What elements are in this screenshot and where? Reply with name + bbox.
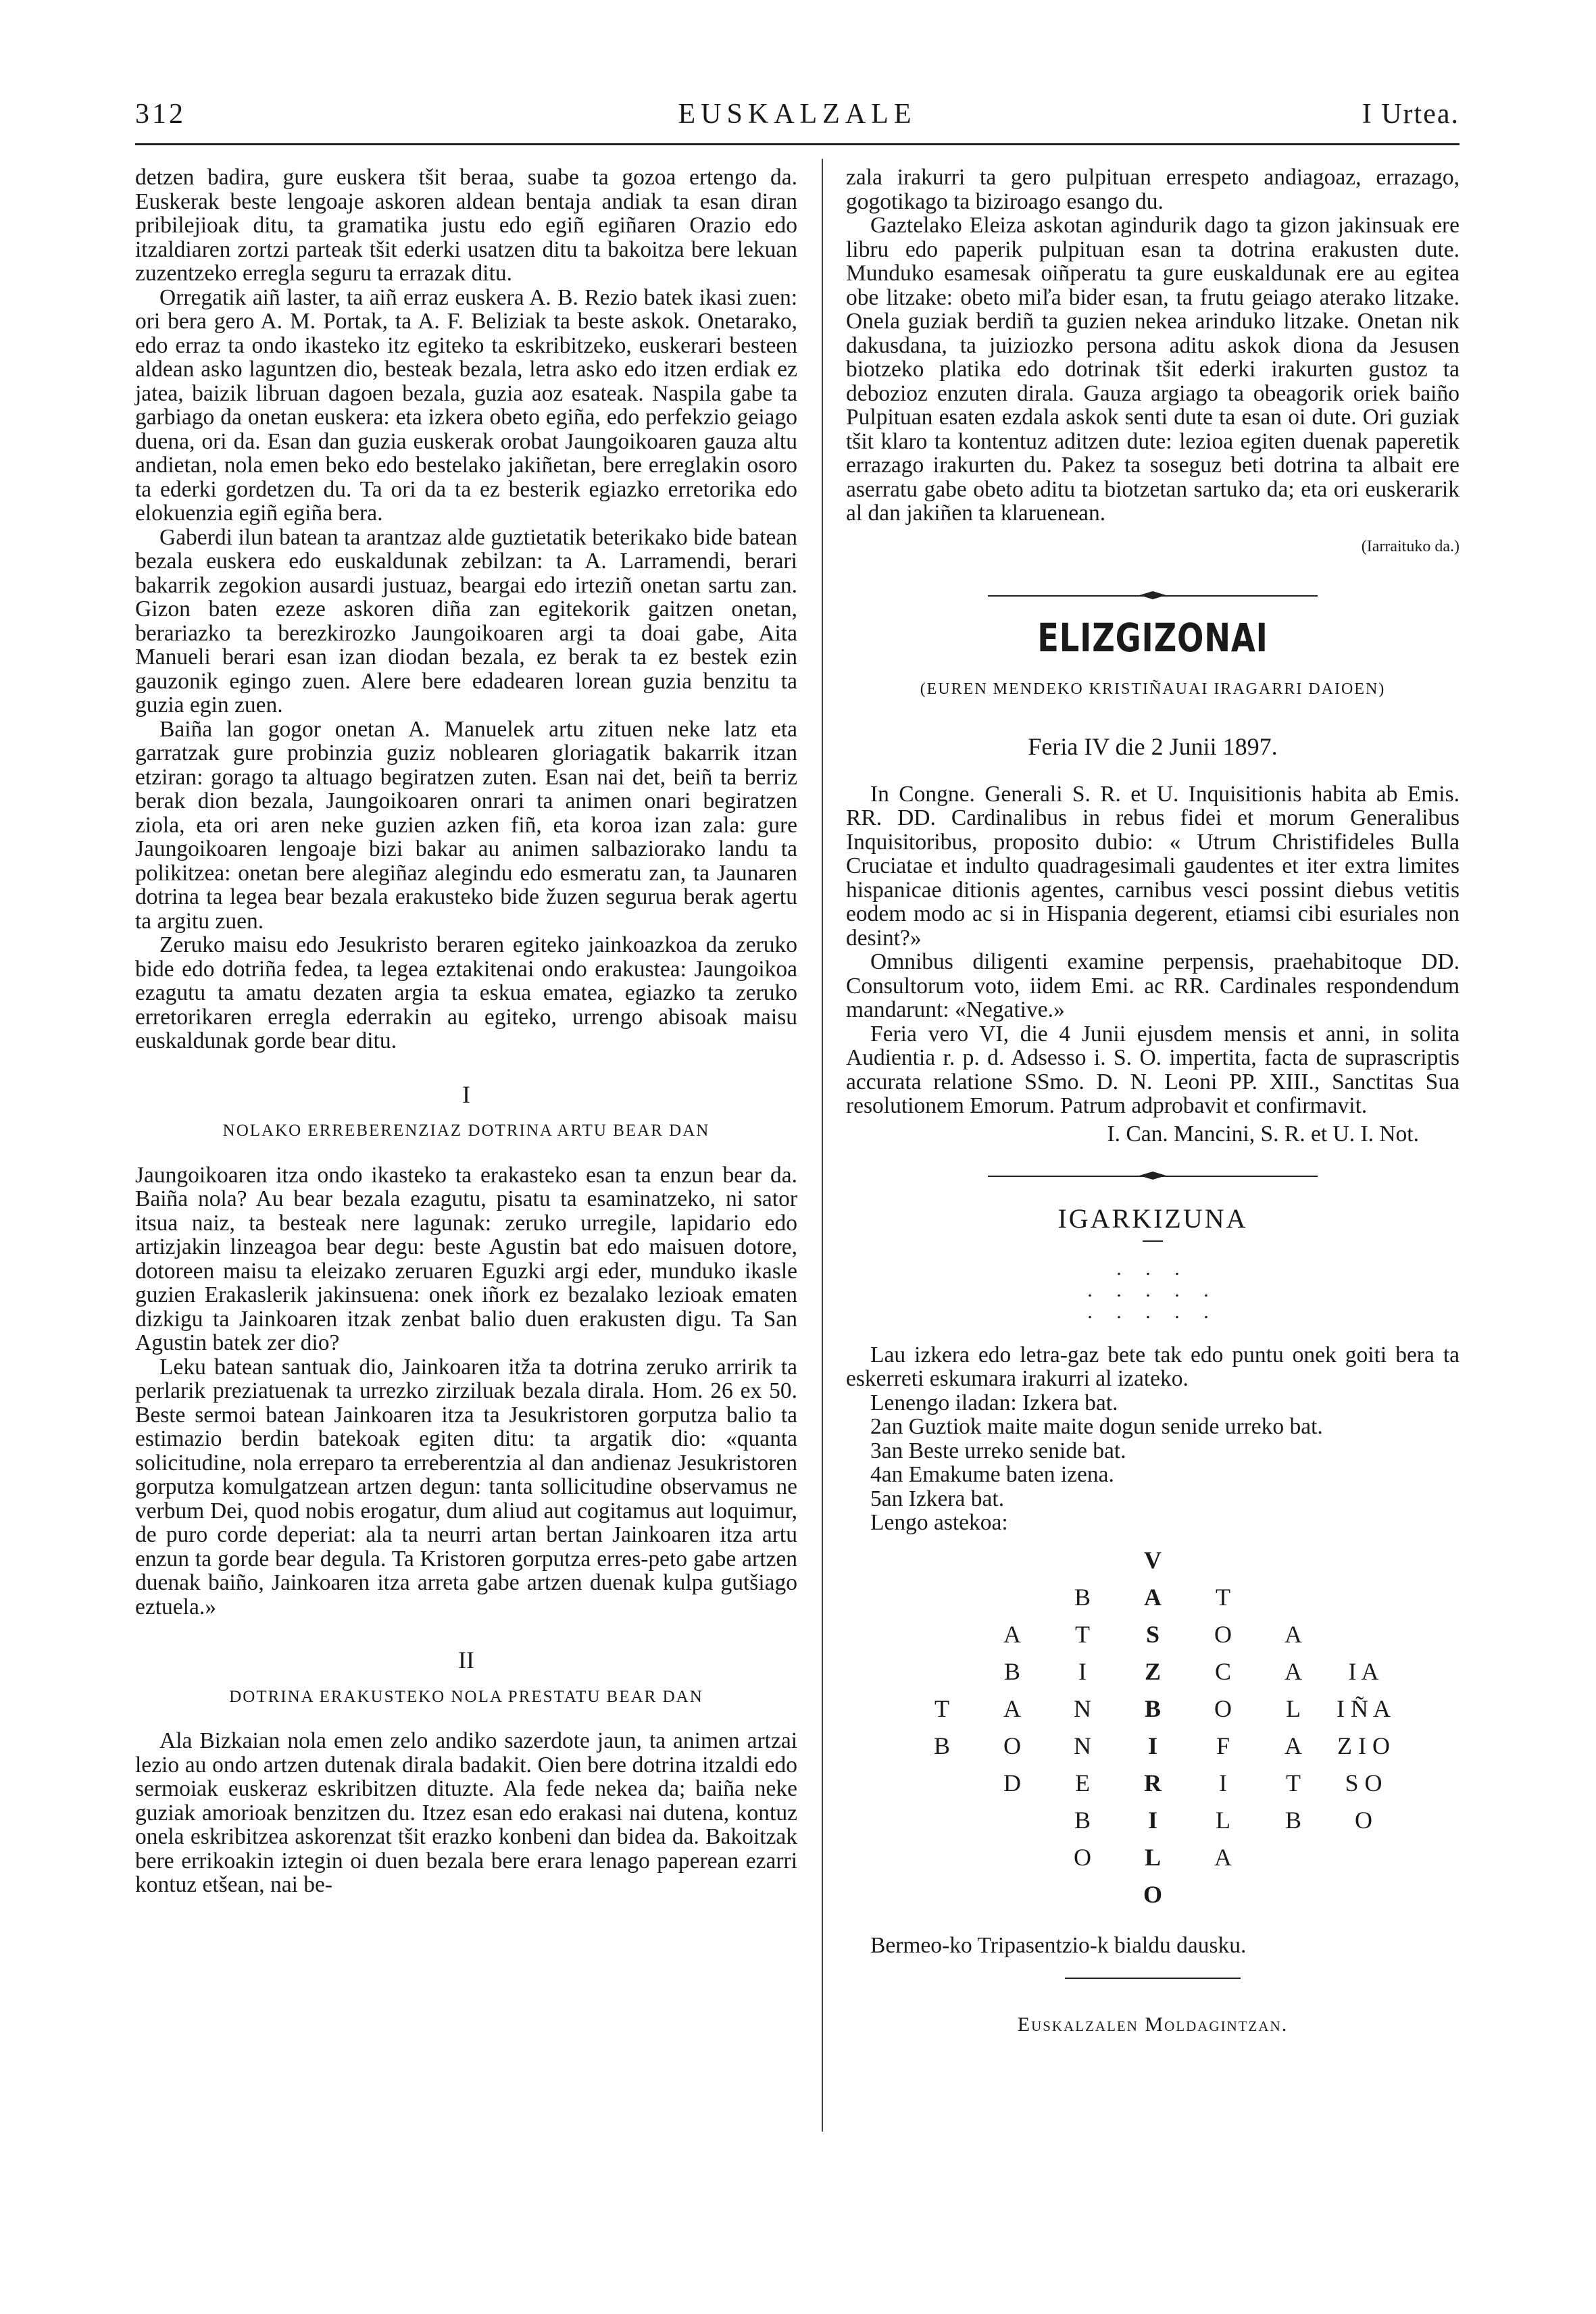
puzzle-row xyxy=(846,1771,1460,1809)
section-title: NOLAKO ERREBERENZIAZ DOTRINA ARTU BEAR DAN xyxy=(222,1122,710,1140)
puzzle-row xyxy=(846,1843,1460,1883)
puzzle-letter: B xyxy=(1074,1583,1091,1611)
puzzle-letter: O xyxy=(1143,1880,1162,1908)
column-divider xyxy=(822,159,823,2132)
letter-puzzle xyxy=(846,1546,1460,1920)
clue-line: 4an Emakume baten izena. xyxy=(870,1462,1114,1487)
puzzle-letter: A xyxy=(1285,1732,1302,1759)
puzzle-letter xyxy=(1258,1846,1328,1883)
puzzle-letter: T xyxy=(1216,1583,1230,1611)
right-column xyxy=(846,166,1460,2037)
paragraph: zala irakurri ta gero pulpituan errespeto andiagoaz, errazago, gogotikago ta biziroago esango du. xyxy=(846,165,1460,214)
puzzle-letter: I xyxy=(1078,1657,1087,1685)
puzzle-letter: I xyxy=(1147,1806,1157,1834)
puzzle-letter: O xyxy=(1214,1620,1232,1648)
section-heading: ELIZGIZONAI xyxy=(1037,615,1268,661)
puzzle-letter: T xyxy=(934,1694,949,1722)
sender-line: Bermeo-ko Tripasentzio-k bialdu dausku. xyxy=(870,1932,1247,1958)
puzzle-letter xyxy=(977,1586,1047,1623)
puzzle-letter xyxy=(977,1549,1047,1586)
dot-row: . . . xyxy=(1116,1257,1189,1280)
paragraph: Orregatik aiñ laster, ta aiñ erraz euskera A. B. Rezio batek ikasi zuen: ori bera gero A. M. Portak, ta A. F. Beliziak ta beste askok. Onetarako, edo erraz ta ondo ikasteko itz egiteko ta eskribitzeko, euskerari besteen aldean asko laguntzen dio, besteak bezala, letra asko edo itzen erdiak ez jatea, baizik libruan dagoen bezala, guzia aoz esateak. Naspila gabe ta garbiago da onetan euskera: eta izkera obeto egiña, edo perfekzio geiago duena, ori da. Esan dan guzia euskerak orobat Jaungoikoaren gauza altu andietan, nola emen beko edo bestelako jakiñetan, bere erreglakin osoro ta ederki gordetzen du. Ta ori da ta ez besterik egiazko erretorika edo elokuenzia egiñ egiña bera. xyxy=(135,284,797,526)
puzzle-letter: L xyxy=(1144,1843,1161,1871)
puzzle-letter: A xyxy=(1144,1583,1162,1611)
puzzle-letter xyxy=(1258,1586,1328,1623)
paragraph: Baiña lan gogor onetan A. Manuelek artu zituen neke latz eta garratzak gure probinzia guziz noblearen gloriagatik bakarrik itzan etziran: gorago ta altuago begiratzen zuten. Esan nai det, beiñ ta berriz berak dion bezala, Jaungoikoaren onrari ta animen onari begiratzen ziola, eta ori aren neke guzien azken fiñ, eta koroa izan zala: gure Jaungoikoaren lengoaje bizi bakar au animen salbaziorako landu ta polikitzea: onetan bere alegiñaz alegindu edo esmeratu zan, ta Jaunaren dotrina ta legea bear bezala erakusteko bide žuzen segurua berak agertu ta argitu zuen. xyxy=(135,716,797,934)
section-heading: IGARKIZUNA xyxy=(1057,1203,1248,1234)
puzzle-letter xyxy=(1328,1846,1399,1883)
puzzle-letter xyxy=(1328,1883,1399,1920)
paragraph: Ala Bizkaian nola emen zelo andiko sazerdote jaun, ta animen artzai lezio au ondo artzen dutenak dirala badakit. Oien bere dotrina itzaldi edo sermoiak euskeraz eskribitzen dituzte. Ala fede nekea da; baiña neke guziak amorioak benzitzen du. Itzez esan edo erakasi nai dutena, kontuz onela eskribitzea askorenzat tšit erazko konbeni dan bidea da. Bakoitzak bere errikoakin iztegin oi duen bezala bere erara lenago paperean ezarri kontuz etšean, nai be- xyxy=(135,1728,797,1897)
puzzle-letter xyxy=(907,1549,977,1586)
puzzle-letter xyxy=(1328,1549,1399,1586)
puzzle-letter xyxy=(907,1771,977,1809)
puzzle-letter: O xyxy=(1214,1694,1232,1722)
paragraph: Jaungoikoaren itza ondo ikasteko ta erakasteko esan ta enzun bear da. Baiña nola? Au bear bezala ezagutu, pisatu ta esaminatzeko, ni sator itsua naiz, ta besteak nere lagunak: zeruko urregile, lapidario edo artizjakin linzeagoa bear degu: beste Agustin bat edo maisuen dotore, dotoreen maisu ta eleizako zeruaren Eguzki argi eder, munduko ikasle guzien Erakaslerik jakinsuena: onek iñork ez bezalako lezioak ematen dizkigu ta Jainkoaren itzak zenbat balio duen erakusten digu. Ta San Agustin batek zer dio? xyxy=(135,1162,797,1355)
dot-puzzle xyxy=(846,1258,1460,1323)
puzzle-letter: B xyxy=(1144,1694,1161,1722)
puzzle-letter xyxy=(907,1586,977,1623)
puzzle-letter xyxy=(907,1846,977,1883)
puzzle-letter xyxy=(1188,1549,1258,1586)
puzzle-letter: A xyxy=(1285,1657,1302,1685)
puzzle-letter: T xyxy=(1286,1769,1301,1796)
puzzle-letter: L xyxy=(1216,1806,1230,1834)
paragraph: Leku batean santuak dio, Jainkoaren itža ta dotrina zeruko arririk ta perlarik preziatuenak ta urrezko zirziluak bezala dirala. Hom. 26 ex 50. Beste sermoi batean Jainkoaren itza ta Jesukristoren gorputza balio ta estimazio berdin batekoak egiten ditu: ta argatik dio: «quanta solicitudine, nola erreparo ta erreberentzia al dan andienaz Jesukristoren gorputza komulgatzean artzen degun: tanta sollicitudine observamus ne verbum Dei, quod nobis erogatur, dum aliud aut cogitamus aut loquimur, de puro corde deperiat: ala ta neurri artan bertan Jainkoaren itza artu enzun ta gorde bear degula. Ta Kristoren gorputza erres-peto gabe artzen duenak baiño, Jainkoaren itza arreta gabe artzen duenak kulpa gutšiago eztuela.» xyxy=(135,1354,797,1619)
ornament-divider xyxy=(846,586,1460,606)
puzzle-letter xyxy=(1258,1549,1328,1586)
puzzle-letter: N xyxy=(1074,1694,1091,1722)
puzzle-letter: Z xyxy=(1144,1657,1161,1685)
puzzle-letter: E xyxy=(1075,1769,1090,1796)
puzzle-letter: R xyxy=(1144,1769,1162,1796)
puzzle-row xyxy=(846,1694,1460,1734)
puzzle-letter: O xyxy=(1355,1806,1372,1834)
clue-line: 2an Guztiok maite maite dogun senide urreko bat. xyxy=(870,1414,1323,1439)
puzzle-row xyxy=(846,1620,1460,1660)
puzzle-letter xyxy=(977,1809,1047,1846)
puzzle-letter xyxy=(1328,1623,1399,1660)
paragraph: Gaberdi ilun batean ta arantzaz alde guztietatik beterikako bide batean bezala euskera edo euskaldunak zebilzan: ta A. Larramendi, berari bakarrik zegokion ausardi justuaz, beargai edo irteziñ onetan sartu zan. Gizon baten ezeze askoren diña zan egitekorik gaitzen onetan, berariazko ta berezkirozko Jaungoikoaren argi ta doai gabe, Aita Manueli berari esan izan diodan bezala, ez berak ta ez bestek ezin gauzonik egingo zuen. Alere bere edadearen lorean guzia benzitu ta guzia egin zuen. xyxy=(135,524,797,718)
paragraph: In Congne. Generali S. R. et U. Inquisitionis habita ab Emis. RR. DD. Cardinalibus in rebus fidei et morum Generalibus Inquisitoribus, proposito dubio: « Utrum Christifideles Bulla Cruciatae et indulto quadragesimali gaudentes et iter extra limites hispanicae ditionis agentes, carnibus vesci possint diebus vetitis eodem modo ac si in Hispania degerent, etiamsi cibi esuriales non desint?» xyxy=(846,781,1460,951)
puzzle-letter: L xyxy=(1286,1694,1301,1722)
puzzle-letter: I xyxy=(1147,1732,1157,1759)
left-column xyxy=(135,166,797,1897)
puzzle-letter: B xyxy=(1285,1806,1301,1834)
clue-line: 3an Beste urreko senide bat. xyxy=(870,1438,1126,1463)
continues-note: (Iarraituko da.) xyxy=(1361,537,1460,555)
puzzle-letter: I A xyxy=(1348,1657,1379,1685)
puzzle-letter: A xyxy=(1003,1620,1021,1648)
section-subheading: (EUREN MENDEKO KRISTIÑAUAI IRAGARRI DAIOEN) xyxy=(920,680,1386,698)
puzzle-letter xyxy=(907,1883,977,1920)
printer-credit: Euskalzalen Moldagintzan. xyxy=(1017,2013,1289,2036)
puzzle-letter: Z I O xyxy=(1337,1732,1390,1759)
puzzle-letter xyxy=(907,1809,977,1846)
decree-date: Feria IV die 2 Junii 1897. xyxy=(1028,733,1278,760)
section-title: DOTRINA ERAKUSTEKO NOLA PRESTATU BEAR DAN xyxy=(229,1687,703,1706)
puzzle-letter: A xyxy=(1214,1843,1232,1871)
puzzle-letter xyxy=(977,1846,1047,1883)
closing-rule xyxy=(1065,1978,1241,1979)
clue-line: Lenengo iladan: Izkera bat. xyxy=(870,1390,1118,1415)
puzzle-letter xyxy=(1188,1883,1258,1920)
puzzle-letter xyxy=(1047,1549,1118,1586)
puzzle-row xyxy=(846,1657,1460,1697)
puzzle-letter: C xyxy=(1214,1657,1231,1685)
page-number: 312 xyxy=(135,99,186,130)
section-number: II xyxy=(458,1646,474,1674)
clue-line: 5an Izkera bat. xyxy=(870,1486,1005,1511)
puzzle-row xyxy=(846,1734,1460,1771)
puzzle-letter xyxy=(977,1883,1047,1920)
puzzle-letter xyxy=(1328,1586,1399,1623)
dot-row: . . . . . xyxy=(1087,1278,1218,1301)
puzzle-letter: S xyxy=(1145,1620,1160,1648)
puzzle-letter: B xyxy=(1003,1657,1020,1685)
puzzle-letter: A xyxy=(1003,1694,1021,1722)
puzzle-letter: I xyxy=(1219,1769,1227,1796)
puzzle-letter: T xyxy=(1075,1620,1090,1648)
signature: I. Can. Mancini, S. R. et U. I. Not. xyxy=(1107,1121,1419,1147)
puzzle-letter: A xyxy=(1285,1620,1302,1648)
section-number: I xyxy=(462,1080,470,1108)
puzzle-letter: O xyxy=(1074,1843,1091,1871)
puzzle-letter: B xyxy=(1074,1806,1091,1834)
puzzle-row xyxy=(846,1583,1460,1623)
puzzle-letter xyxy=(1047,1883,1118,1920)
paragraph: detzen badira, gure euskera tšit beraa, suabe ta gozoa ertengo da. Euskerak beste lengoaje askoren aldean bentaja andiak ta esan diran pribilejioak ditu, ta gramatika justu edo egiñ egiñaren Orazio edo itzaldiaren zortzi parteak tšit ederki usatzen ditu ta bakoitza bere lekuan zuzentzeko erregla seguru ta errazak ditu. xyxy=(135,165,797,286)
journal-title: EUSKALZALE xyxy=(678,99,917,130)
puzzle-row xyxy=(846,1806,1460,1846)
puzzle-letter: B xyxy=(933,1732,950,1759)
paragraph: Lau izkera edo letra-gaz bete tak edo puntu onek goiti bera ta eskerreti eskumara irakurri al izateko. xyxy=(846,1342,1460,1391)
paragraph: Feria vero VI, die 4 Junii ejusdem mensis et anni, in solita Audientia r. p. d. Adsesso i. S. O. impertita, facta de suprascriptis accurata relatione SSmo. D. N. Leoni PP. XIII., Sanctitas Sua resolutionem Emorum. Patrum adprobavit et confirmavit. xyxy=(846,1021,1460,1118)
paragraph: Omnibus diligenti examine perpensis, praehabitoque DD. Consultorum voto, iidem Emi. ac RR. Cardinales respondendum mandarunt: «Negative.» xyxy=(846,949,1460,1022)
puzzle-letter: F xyxy=(1216,1732,1230,1759)
puzzle-letter: S O xyxy=(1345,1769,1382,1796)
paragraph: Gaztelako Eleiza askotan agindurik dago ta gizon jakinsuak ere libru edo paperik pulpituan esan ta dotrina erakusten dute. Munduko esamesak oiñperatu ta gure euskaldunak ere au egitea obe litzake: obeto miľa bider esan, ta frutu geiago aterako litzake. Onela guziak berdiñ ta guzien nekea arinduko litzake. Onetan nik dakusdana, ta juiziozko persona aditu askok diona da Jesusen biotzeko platika edo dotrinak tšit ederki irakurten gustoz ta debozioz enzuten dirala. Gauza argiago ta obeagorik oriek baiño Pulpituan esaten ezdala askok senti dute ta esan oi dute. Ori guziak tšit klaro ta kontentuz aditzen dute: lezioa egiten duenak paperetik errazago irakurten du. Pakez ta soseguz beti dotrina ta albait ere aserratu gabe obeto aditu ta biotzetan sartuko da; eta ori euskerarik al dan jakiñen ta klaruenean. xyxy=(846,213,1460,526)
previous-answer-label: Lengo astekoa: xyxy=(870,1510,1008,1535)
puzzle-letter: D xyxy=(1003,1769,1021,1796)
short-rule xyxy=(1143,1240,1163,1242)
page-header xyxy=(135,98,1460,145)
header-rule xyxy=(135,143,1460,145)
puzzle-letter: I Ñ A xyxy=(1337,1694,1391,1722)
paragraph: Zeruko maisu edo Jesukristo beraren egiteko jainkoazkoa da zeruko bide edo dotriña fedea, ta legea eztakitenai ondo erakustea: Jaungoikoa ezagutu ta amatu dezaten argia ta eskua ematea, egiazko ta zeruko erretorikaren erregla ederrakin au egiteko, urrengo abisoak maisu euskaldunak gorde bear ditu. xyxy=(135,932,797,1053)
puzzle-row xyxy=(846,1880,1460,1920)
puzzle-letter xyxy=(1258,1883,1328,1920)
puzzle-letter: N xyxy=(1074,1732,1091,1759)
dot-row: . . . . . xyxy=(1087,1300,1218,1323)
ornament-divider xyxy=(846,1166,1460,1186)
puzzle-letter: V xyxy=(1144,1546,1162,1574)
puzzle-row xyxy=(846,1546,1460,1586)
puzzle-letter xyxy=(907,1623,977,1660)
year-label: I Urtea. xyxy=(1362,99,1460,130)
puzzle-letter: O xyxy=(1003,1732,1021,1759)
puzzle-letter xyxy=(907,1660,977,1697)
